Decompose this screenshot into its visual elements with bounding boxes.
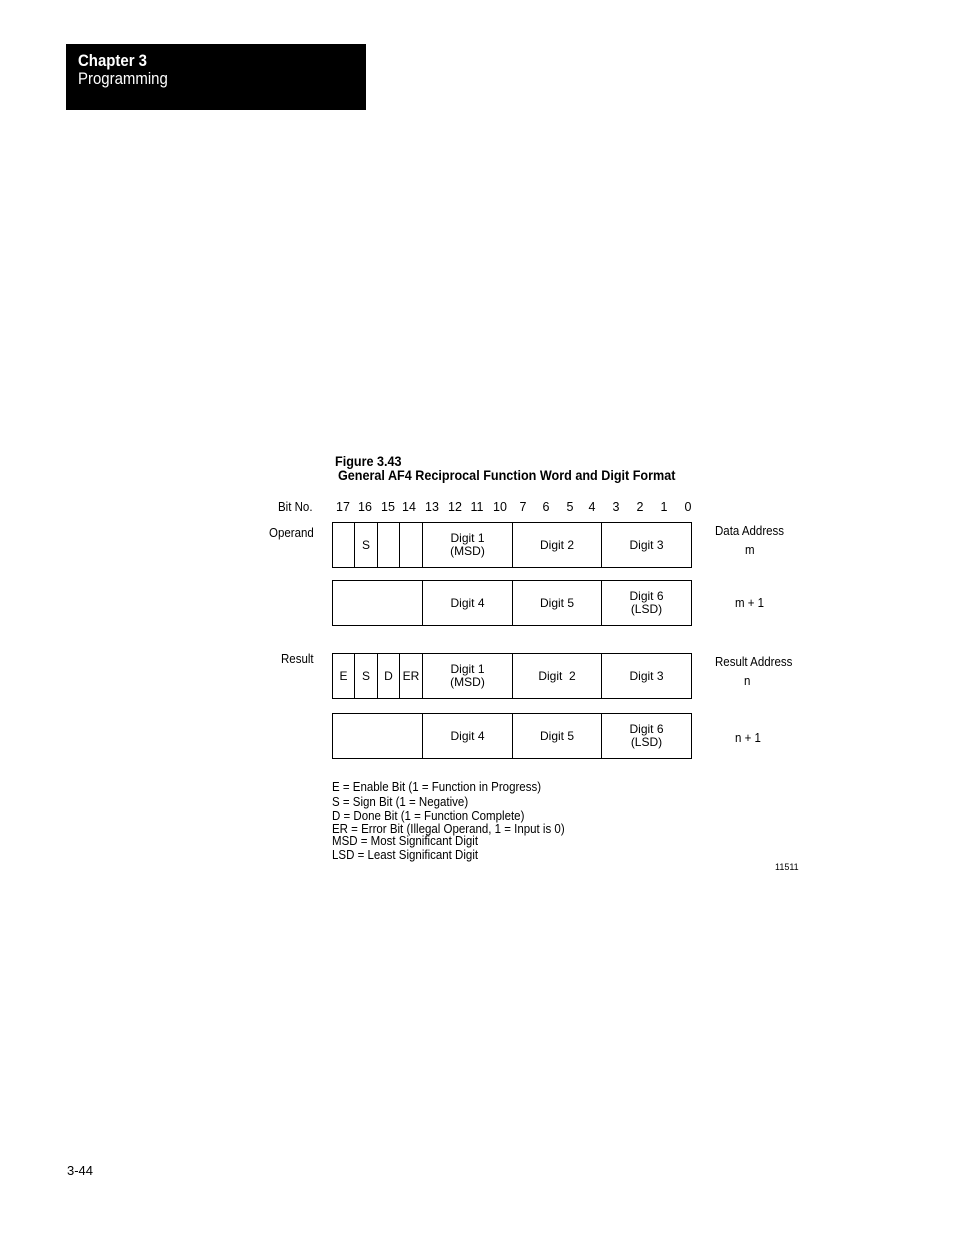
bit-number: 10 bbox=[493, 500, 507, 514]
figure-code: 11511 bbox=[775, 862, 799, 872]
bit-number: 15 bbox=[381, 500, 395, 514]
operand-label: Operand bbox=[269, 526, 314, 540]
bit-number: 14 bbox=[402, 500, 416, 514]
operand-word-1 bbox=[332, 522, 692, 568]
bit-number-label: Bit No. bbox=[278, 500, 313, 514]
result-address-n: n bbox=[744, 674, 751, 688]
legend-done-bit: D = Done Bit (1 = Function Complete) bbox=[332, 809, 525, 823]
result-error-bit-cell: ER bbox=[400, 654, 423, 698]
chapter-header bbox=[66, 44, 366, 110]
operand-bit-15-cell bbox=[378, 523, 400, 567]
figure-title: General AF4 Reciprocal Function Word and Digit Format bbox=[338, 467, 676, 483]
result-blank-cell bbox=[333, 714, 423, 758]
bit-number: 4 bbox=[588, 500, 596, 514]
operand-word-2 bbox=[332, 580, 692, 626]
operand-digit-2-cell: Digit 2 bbox=[513, 523, 602, 567]
operand-digit-3-cell: Digit 3 bbox=[629, 537, 664, 552]
result-digit-4-cell: Digit 4 bbox=[423, 714, 513, 758]
bit-number: 3 bbox=[612, 500, 620, 514]
operand-blank-cell bbox=[333, 581, 423, 625]
legend-sign-bit: S = Sign Bit (1 = Negative) bbox=[332, 795, 469, 809]
bit-number: 16 bbox=[358, 500, 372, 514]
result-digit-6-cell: Digit 6 (LSD) bbox=[629, 722, 664, 749]
result-sign-bit-cell: S bbox=[355, 654, 378, 698]
operand-digit-6-cell: Digit 6 (LSD) bbox=[629, 589, 664, 616]
result-word-1 bbox=[332, 653, 692, 699]
legend-error-bit: ER = Error Bit (Illegal Operand, 1 = Input is 0) bbox=[332, 822, 565, 836]
data-address-label: Data Address bbox=[715, 524, 785, 538]
data-address-m-plus-1: m + 1 bbox=[735, 596, 765, 610]
bit-number: 1 bbox=[660, 500, 668, 514]
bit-number: 13 bbox=[425, 500, 439, 514]
result-digit-5-cell: Digit 5 bbox=[513, 714, 602, 758]
figure-number: Figure 3.43 bbox=[335, 453, 402, 469]
operand-digit-4-cell: Digit 4 bbox=[423, 581, 513, 625]
result-address-n-plus-1: n + 1 bbox=[735, 731, 761, 745]
operand-digit-5-cell: Digit 5 bbox=[513, 581, 602, 625]
result-digit-1-cell: Digit 1 (MSD) bbox=[423, 654, 513, 698]
bit-number: 5 bbox=[566, 500, 574, 514]
legend-lsd: LSD = Least Significant Digit bbox=[332, 848, 479, 862]
result-enable-bit-cell: E bbox=[333, 654, 355, 698]
bit-number: 7 bbox=[519, 500, 527, 514]
operand-bit-17-cell bbox=[333, 523, 355, 567]
bit-number: 0 bbox=[684, 500, 692, 514]
data-address-m: m bbox=[745, 543, 755, 557]
legend-msd: MSD = Most Significant Digit bbox=[332, 834, 479, 848]
page-number: 3-44 bbox=[67, 1163, 94, 1178]
chapter-title: Chapter 3 bbox=[78, 51, 148, 70]
section-title: Programming bbox=[78, 69, 168, 88]
result-label: Result bbox=[281, 652, 314, 666]
operand-sign-bit-cell: S bbox=[355, 523, 378, 567]
result-address-label: Result Address bbox=[715, 655, 793, 669]
bit-number: 17 bbox=[336, 500, 350, 514]
result-word-2 bbox=[332, 713, 692, 759]
result-digit-2-cell: Digit 2 bbox=[513, 654, 602, 698]
result-done-bit-cell: D bbox=[378, 654, 400, 698]
operand-digit-1-cell: Digit 1 (MSD) bbox=[423, 523, 513, 567]
result-digit-3-cell: Digit 3 bbox=[629, 668, 664, 683]
bit-number: 11 bbox=[470, 500, 484, 514]
bit-number: 6 bbox=[542, 500, 550, 514]
legend-enable-bit: E = Enable Bit (1 = Function in Progress) bbox=[332, 780, 542, 794]
bit-number: 2 bbox=[636, 500, 644, 514]
operand-bit-14-cell bbox=[400, 523, 423, 567]
bit-number: 12 bbox=[448, 500, 462, 514]
